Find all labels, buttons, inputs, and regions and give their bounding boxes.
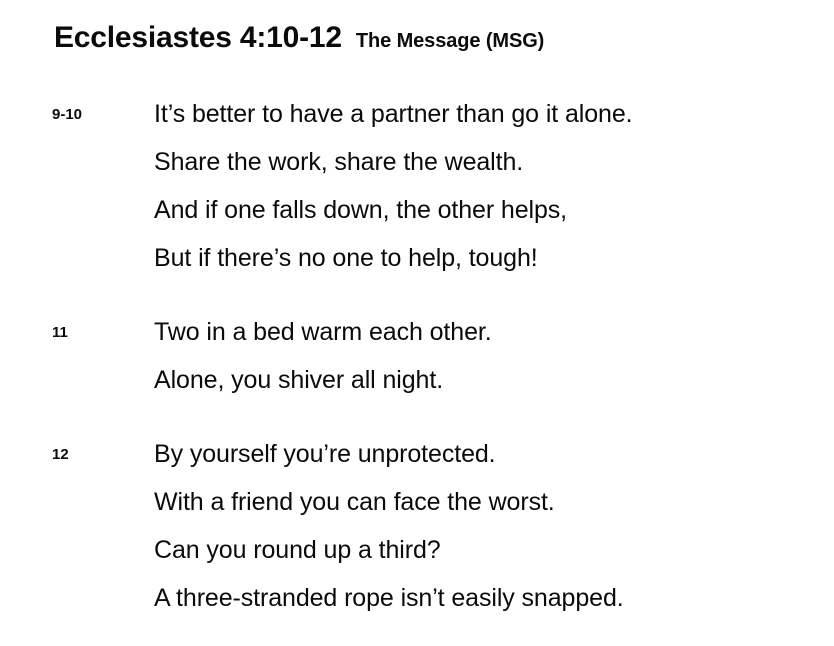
verse-line: But if there’s no one to help, tough! xyxy=(154,244,538,272)
verse-line: By yourself you’re unprotected. xyxy=(154,440,496,468)
verse-lines xyxy=(154,308,804,404)
verse-line: Share the work, share the wealth. xyxy=(154,148,524,176)
verse-line: It’s better to have a partner than go it alone. xyxy=(154,100,633,128)
verse-stanza xyxy=(52,308,804,404)
passage-body xyxy=(52,90,804,622)
verse-line: Can you round up a third? xyxy=(154,536,441,564)
bible-version-label: The Message (MSG) xyxy=(355,30,545,52)
verse-line: A three-stranded rope isn’t easily snapped. xyxy=(154,584,624,612)
verse-lines xyxy=(154,430,804,622)
verse-line: Alone, you shiver all night. xyxy=(154,366,444,394)
verse-number: 11 xyxy=(52,324,68,341)
verse-number: 12 xyxy=(52,446,69,463)
verse-line: Two in a bed warm each other. xyxy=(154,318,492,346)
verse-stanza xyxy=(52,430,804,622)
verse-line: And if one falls down, the other helps, xyxy=(154,196,568,224)
verse-lines xyxy=(154,90,804,282)
verse-number: 9-10 xyxy=(52,106,83,123)
verse-stanza xyxy=(52,90,804,282)
passage-heading xyxy=(54,14,804,56)
passage-reference: Ecclesiastes 4:10-12 xyxy=(54,21,342,54)
verse-line: With a friend you can face the worst. xyxy=(154,488,555,516)
